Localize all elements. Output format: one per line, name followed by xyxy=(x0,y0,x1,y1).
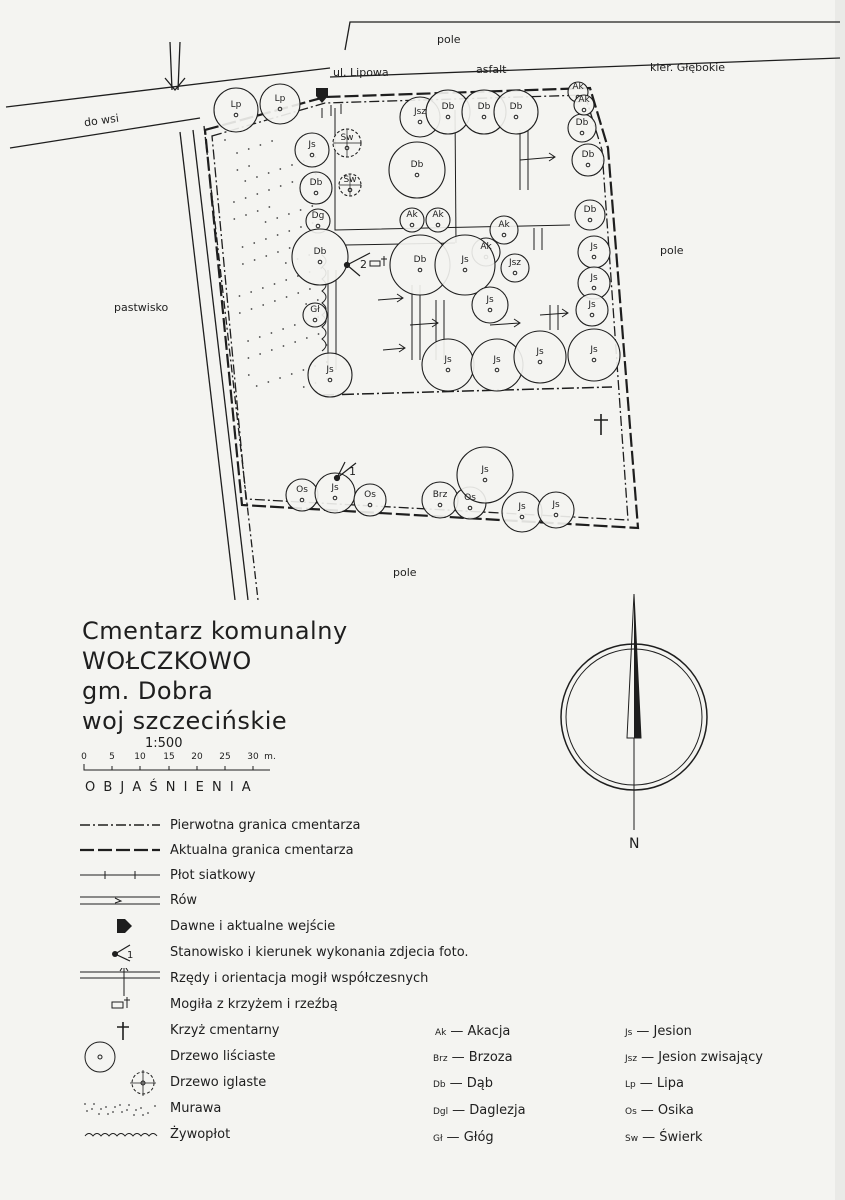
entrance-arrow-icon xyxy=(316,88,328,103)
legend-label: Drzewo liściaste xyxy=(170,1049,276,1064)
deciduous-tree-icon xyxy=(572,144,604,176)
deciduous-tree-icon xyxy=(514,331,566,383)
legend-label: Rów xyxy=(170,893,198,908)
title-line-4: woj szczecińskie xyxy=(82,707,288,735)
tree-code-label: Js xyxy=(444,355,452,365)
legend-item-turf xyxy=(75,1098,475,1120)
title-line-2: WOŁCZKOWO xyxy=(82,647,252,675)
field-boundary-top xyxy=(345,22,840,50)
tree-code-label: Ak xyxy=(572,82,584,92)
photo-station-2-label: 2 xyxy=(360,258,367,271)
legend-item-fence xyxy=(75,865,475,887)
turf-icon xyxy=(75,1098,165,1120)
legend-item-cross xyxy=(75,1020,475,1042)
grave-cross-icon xyxy=(75,994,165,1016)
abbr-swierk: Sw — Świerk xyxy=(625,1130,703,1145)
abbr-osika: Os — Osika xyxy=(625,1103,694,1118)
fence-line-icon xyxy=(75,865,165,887)
road-post-left xyxy=(170,42,172,90)
tree-code-label: Db xyxy=(575,118,589,128)
tree-code-label: Db xyxy=(313,247,327,257)
photo-station-icon xyxy=(75,942,165,964)
grave-cross-icon xyxy=(370,256,387,266)
svg-text:1: 1 xyxy=(127,950,134,961)
legend-label: Murawa xyxy=(170,1101,222,1116)
label-kier-glebokie: kier. Głębokie xyxy=(650,61,726,74)
label-pole-right: pole xyxy=(660,244,684,257)
legend-item-current-boundary xyxy=(75,840,475,862)
tree-code-label: Ak xyxy=(498,220,510,230)
label-pastwisko: pastwisko xyxy=(114,301,169,314)
tree-code-label: Js xyxy=(552,500,560,510)
abbr-glog: Gł — Głóg xyxy=(433,1130,494,1145)
tree-code-label: Js xyxy=(308,140,316,150)
abbr-brzoza: Brz — Brzoza xyxy=(433,1050,513,1065)
tree-code-label: Js xyxy=(331,483,339,493)
title-line-1: Cmentarz komunalny xyxy=(82,617,348,645)
legend-item-grave-cross xyxy=(75,994,475,1016)
abbr-lipa: Lp — Lipa xyxy=(625,1076,684,1091)
tree-code-label: Js xyxy=(493,355,501,365)
scale-unit: m. xyxy=(264,752,276,762)
road-lipowa-upper xyxy=(330,58,840,77)
scale-tick: 5 xyxy=(109,752,115,762)
legend-label: Rzędy i orientacja mogił współczesnych xyxy=(170,971,429,986)
tree-code-label: Gł xyxy=(310,305,320,315)
scale-tick: 15 xyxy=(163,752,175,762)
tree-code-label: Ak xyxy=(480,242,492,252)
scale-tick: 25 xyxy=(219,752,231,762)
tree-code-label: Os xyxy=(464,493,476,503)
legend-item-ditch xyxy=(75,890,475,912)
road-post-right xyxy=(178,42,180,90)
legend-item-grave-rows xyxy=(75,968,475,990)
tree-code-label: Db xyxy=(583,205,597,215)
dash-dot-line-icon xyxy=(75,815,165,837)
scale-tick: 10 xyxy=(134,752,146,762)
cross-icon xyxy=(75,1020,165,1042)
cemetery-cross-icon xyxy=(594,414,608,435)
abbr-akacja: Ak — Akacja xyxy=(435,1024,511,1039)
abbr-jesion-zwisajacy: Jsz — Jesion zwisający xyxy=(625,1050,763,1065)
tree-code-label: Os xyxy=(364,490,376,500)
legend-item-entrance xyxy=(75,916,475,938)
tree-code-label: Db xyxy=(309,178,323,188)
tree-code-label: Js xyxy=(461,255,469,265)
legend-label: Płot siatkowy xyxy=(170,868,256,883)
scale-line xyxy=(0,752,845,782)
tree-code-label: Js xyxy=(536,347,544,357)
tree-code-label: Ak xyxy=(406,210,418,220)
scale-tick: 0 xyxy=(81,752,87,762)
tree-code-label: Os xyxy=(296,485,308,495)
label-ul-lipowa: ul. Lipowa xyxy=(333,66,389,79)
label-pole-bottom: pole xyxy=(393,566,417,579)
deciduous-tree-icon xyxy=(422,339,474,391)
tree-code-label: Lp xyxy=(274,94,286,104)
tree-code-label: Js xyxy=(588,300,596,310)
trees-layer xyxy=(214,82,620,532)
label-pole-top: pole xyxy=(437,33,461,46)
scale-bar xyxy=(0,752,845,782)
legend-label: Dawne i aktualne wejście xyxy=(170,919,336,934)
tree-code-label: Js xyxy=(590,242,598,252)
entrance-arrow-icon xyxy=(75,916,165,938)
deciduous-tree-icon xyxy=(214,88,258,132)
tree-code-label: Js xyxy=(326,365,334,375)
label-asfalt: asfalt xyxy=(476,63,507,76)
tree-code-label: Dg xyxy=(311,211,325,221)
legend-label: Stanowisko i kierunek wykonania zdjecia foto. xyxy=(170,945,469,960)
tree-code-label: Js xyxy=(481,465,489,475)
tree-code-label: Db xyxy=(581,150,595,160)
deciduous-tree-icon xyxy=(472,287,508,323)
tree-code-label: Db xyxy=(441,102,455,112)
tree-code-label: Brz xyxy=(432,490,448,500)
tree-code-label: Db xyxy=(509,102,523,112)
deciduous-tree-icon xyxy=(568,329,620,381)
abbr-dab: Db — Dąb xyxy=(433,1076,494,1091)
deciduous-tree-icon xyxy=(260,84,300,124)
deciduous-tree-icon xyxy=(538,492,574,528)
tree-code-label: Db xyxy=(410,160,424,170)
deciduous-tree-icon xyxy=(494,90,538,134)
road-arrow xyxy=(165,78,185,90)
deciduous-tree-icon xyxy=(286,479,318,511)
compass-north-label: N xyxy=(629,836,640,852)
legend-label: Pierwotna granica cmentarza xyxy=(170,818,361,833)
deciduous-tree-icon xyxy=(578,236,610,268)
tree-code-label: Ak xyxy=(432,210,444,220)
scale-tick: 30 xyxy=(247,752,259,762)
legend-heading: O B J A Ś N I E N I A xyxy=(85,780,253,795)
tree-code-label: Js xyxy=(590,345,598,355)
track-right xyxy=(193,130,248,600)
long-dash-line-icon xyxy=(75,840,165,862)
title-line-3: gm. Dobra xyxy=(82,677,214,705)
tree-code-label: Sw xyxy=(340,133,354,143)
hedge-icon xyxy=(75,1124,165,1146)
legend-item-hedge xyxy=(75,1124,475,1146)
legend-item-deciduous xyxy=(75,1046,475,1068)
legend-label: Drzewo iglaste xyxy=(170,1075,267,1090)
ditch-icon xyxy=(75,890,165,912)
scale-ratio: 1:500 xyxy=(145,736,183,751)
label-do-wsi: do wsi xyxy=(83,111,120,130)
abbr-daglezja: Dgl — Daglezja xyxy=(433,1103,526,1118)
deciduous-tree-icon xyxy=(308,353,352,397)
deciduous-tree-icon xyxy=(502,492,542,532)
tree-code-label: Ak xyxy=(578,95,590,105)
tree-code-label: Lp xyxy=(230,100,242,110)
deciduous-tree-icon xyxy=(354,484,386,516)
legend-item-conifer xyxy=(75,1072,475,1094)
tree-code-label: Db xyxy=(477,102,491,112)
conifer-tree-icon xyxy=(75,1067,165,1099)
legend-label: Mogiła z krzyżem i rzeźbą xyxy=(170,997,338,1012)
deciduous-tree-icon xyxy=(292,229,348,285)
road-posts xyxy=(322,104,341,118)
tree-code-label: Jsz xyxy=(413,107,427,117)
tree-code-label: Js xyxy=(518,502,526,512)
tree-code-label: Js xyxy=(486,295,494,305)
deciduous-tree-icon xyxy=(389,142,445,198)
deciduous-tree-icon xyxy=(300,172,332,204)
legend-label: Aktualna granica cmentarza xyxy=(170,843,354,858)
legend-label: Żywopłot xyxy=(170,1127,231,1142)
track-left xyxy=(180,132,235,600)
photo-station-1-label: 1 xyxy=(349,465,356,478)
inner-boundary xyxy=(322,387,612,395)
legend-label: Krzyż cmentarny xyxy=(170,1023,280,1038)
scale-tick: 20 xyxy=(191,752,203,762)
legend-item-photo-station xyxy=(75,942,475,964)
tree-code-label: Sw xyxy=(343,175,357,185)
legend-item-original-boundary xyxy=(75,815,475,837)
deciduous-tree-icon xyxy=(576,294,608,326)
abbr-jesion: Js — Jesion xyxy=(625,1024,692,1039)
tree-code-label: Js xyxy=(590,273,598,283)
deciduous-tree-icon xyxy=(295,133,329,167)
tree-code-label: Db xyxy=(413,255,427,265)
tree-code-label: Jsz xyxy=(508,258,522,268)
deciduous-tree-icon xyxy=(422,482,458,518)
